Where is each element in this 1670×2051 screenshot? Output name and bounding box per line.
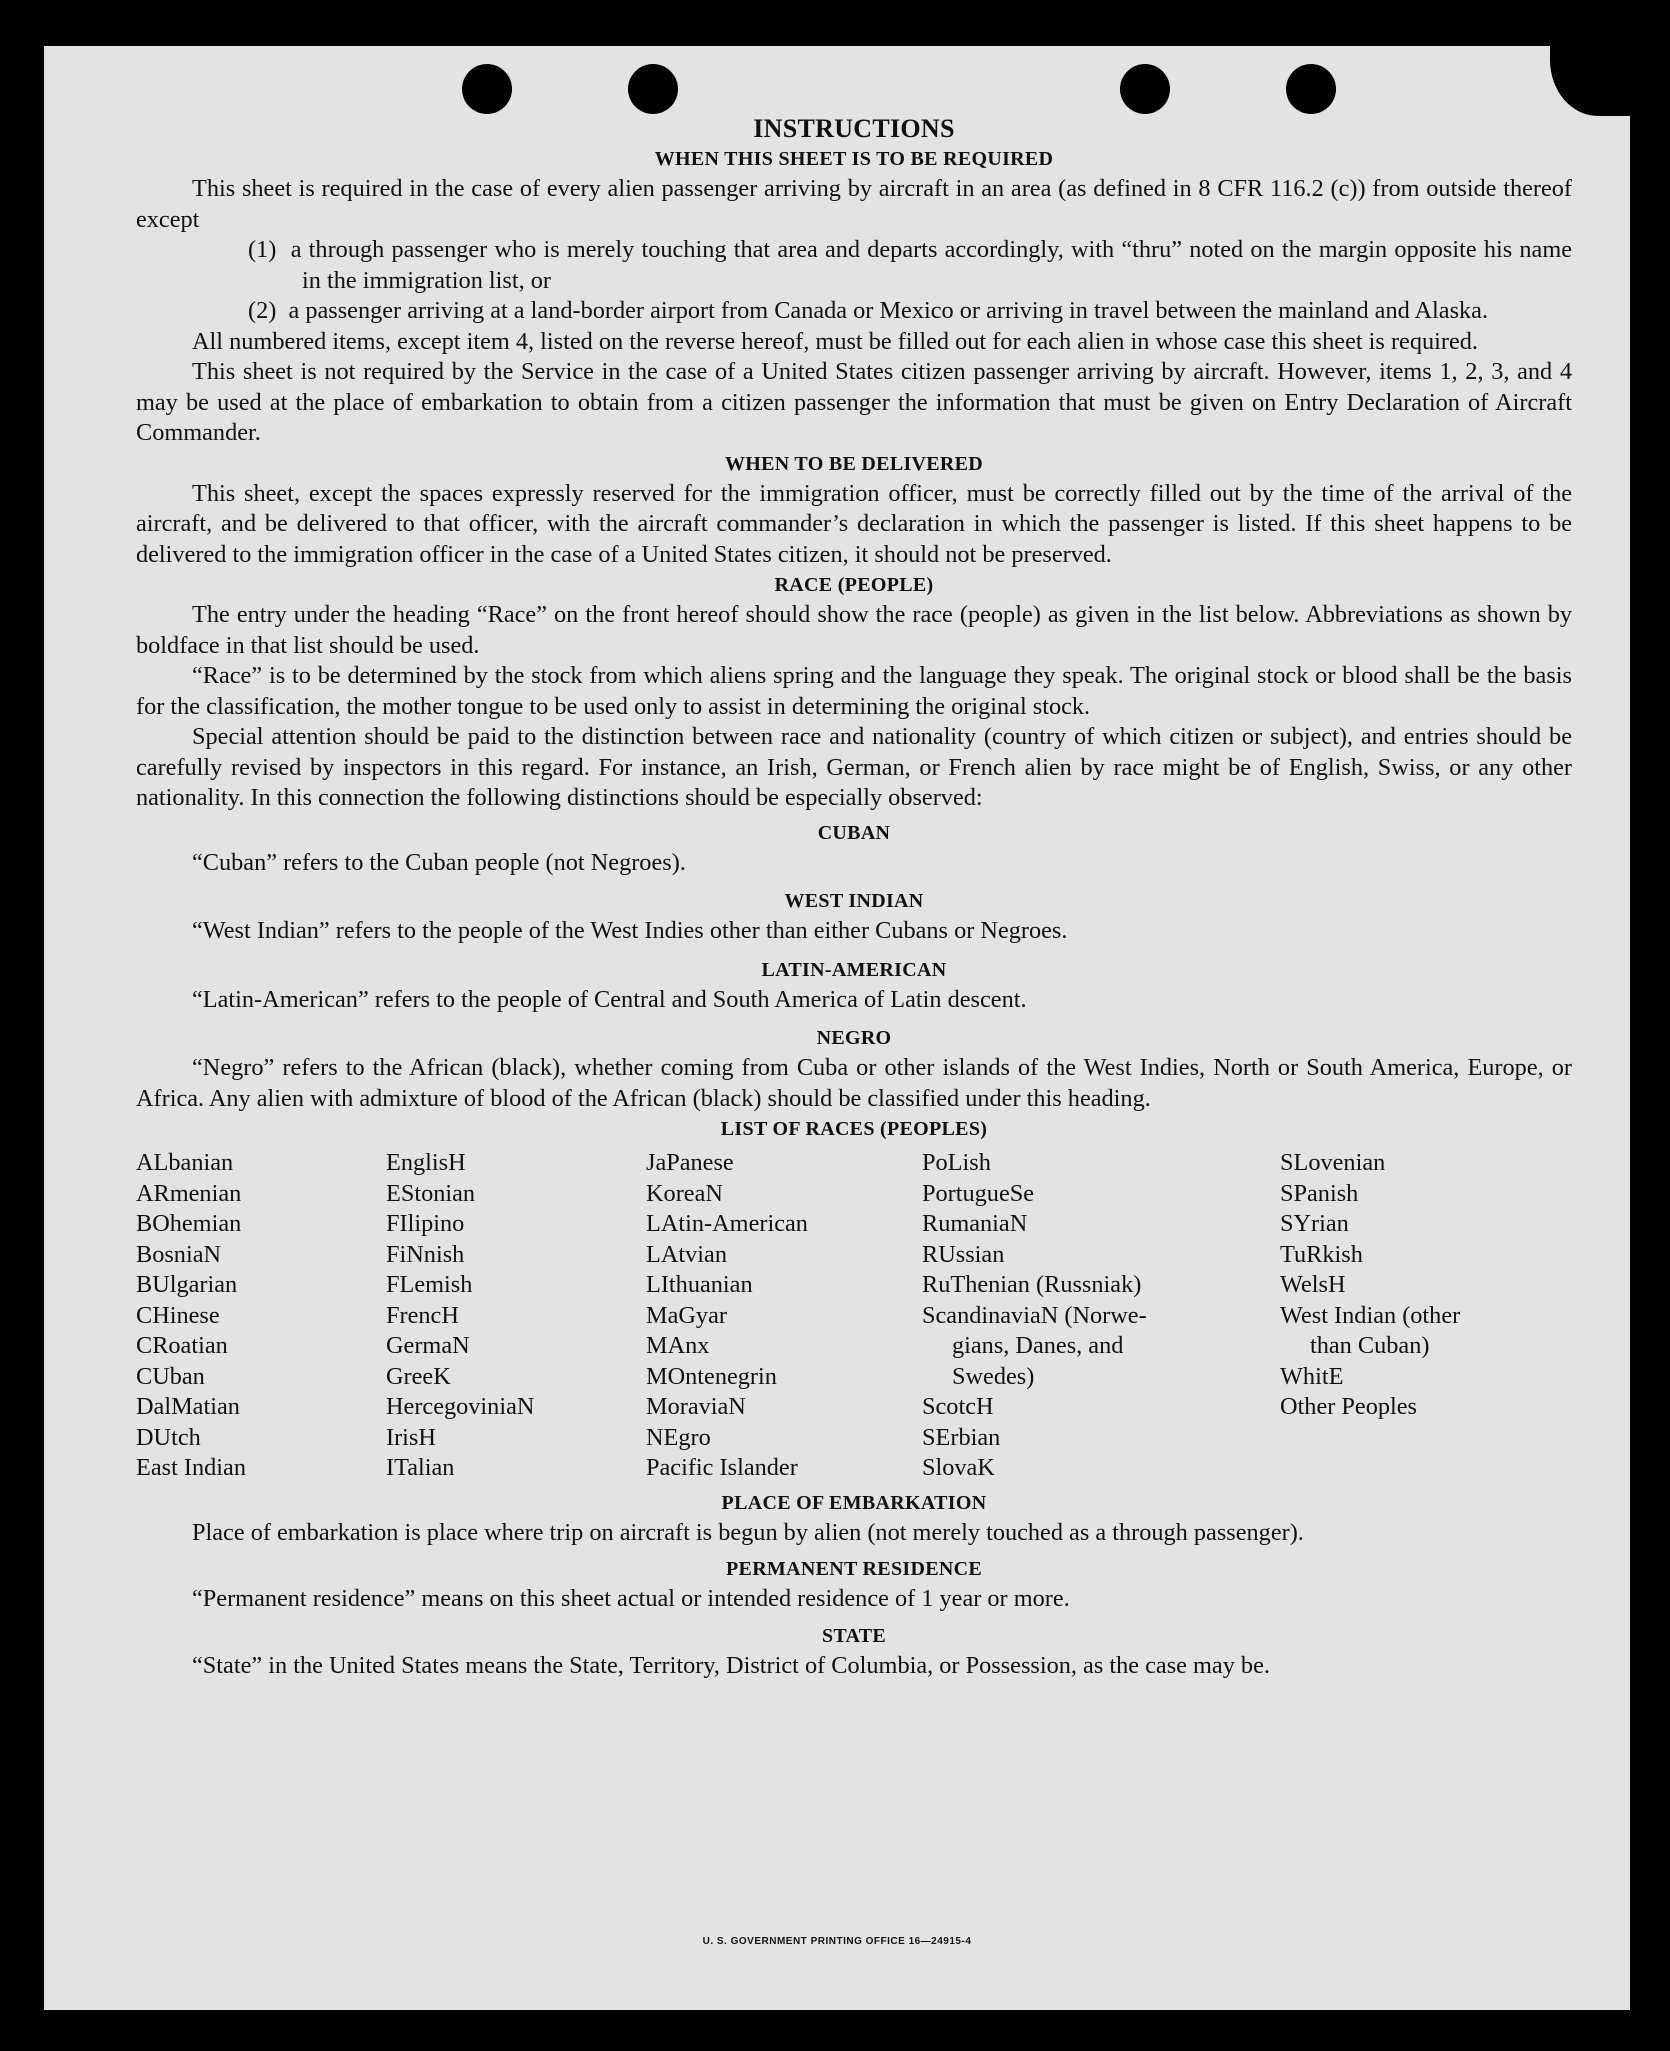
race-column [136,1148,386,1484]
punch-hole [462,64,512,114]
punch-hole [628,64,678,114]
race-entry: ScotcH [922,1393,994,1420]
section-heading: LATIN-AMERICAN [761,958,947,981]
race-entry: FIlipino [386,1210,465,1237]
race-entry: WelsH [1280,1271,1346,1298]
race-entry: BosniaN [136,1240,222,1268]
section-heading: PLACE OF EMBARKATION [721,1491,987,1514]
section-heading: WHEN THIS SHEET IS TO BE REQUIRED [654,148,1054,170]
race-entry: WhitE [1280,1362,1344,1390]
race-entry: JaPanese [646,1149,734,1176]
paragraph: “State” in the United States means the State, Territory, District of Columbia, or Possession, as the case may be. [192,1651,1270,1679]
paragraph: This sheet is not required by the Service in the case of a United States citizen passenger arriving by aircraft. However, items 1, 2, 3, and 4 may be used at the place of embarkation to obtain from a citizen passenger the information that must be given on Entry Declaration of Aircraft Commander. [136,358,1572,446]
paragraph: “West Indian” refers to the people of the West Indies other than either Cubans or Negroes. [192,917,1068,944]
race-column [386,1148,646,1484]
race-entry: LIthuanian [646,1271,753,1298]
race-entry: SLovenian [1280,1149,1386,1176]
race-entry: PortugueSe [922,1179,1035,1207]
torn-corner [1550,46,1630,116]
paragraph: “Permanent residence” means on this sheet actual or intended residence of 1 year or more. [192,1585,1070,1612]
page-title: INSTRUCTIONS [753,114,955,143]
race-entry: MAnx [646,1332,710,1359]
race-column [922,1148,1280,1484]
race-entry: EnglisH [386,1149,466,1176]
race-entry: FrencH [386,1301,459,1329]
race-entry: IrisH [386,1423,436,1451]
list-item: (2) a passenger arriving at a land-border airport from Canada or Mexico or arriving in travel between the mainland and Alaska. [248,297,1489,324]
race-entry: RuThenian (Russniak) [922,1271,1142,1298]
race-entry: GreeK [386,1362,451,1390]
race-entry: KoreaN [646,1179,723,1207]
race-entry: CHinese [136,1301,220,1329]
race-entry: ITalian [386,1454,455,1481]
section-heading: STATE [821,1624,887,1647]
paragraph: All numbered items, except item 4, listed on the reverse hereof, must be filled out for each alien in whose case this sheet is required. [192,327,1478,355]
race-entry: Swedes) [952,1362,1035,1390]
section-heading: WHEN TO BE DELIVERED [724,452,984,475]
paragraph: This sheet, except the spaces expressly reserved for the immigration officer, must be correctly filled out by the time of the arrival of the aircraft, and be delivered to that officer, with the aircraft commander’s declaration in which the passenger is listed. If this sheet happens to be delivered to the immigration officer in the case of a United States citizen, it should not be preserved. [136,479,1572,568]
race-entry: DUtch [136,1423,201,1451]
paragraph: “Race” is to be determined by the stock from which aliens spring and the language they speak. The original stock or blood shall be the basis for the classification, the mother tongue to be used only to assist in determining the original stock. [136,662,1572,720]
instructions-body [136,114,1572,1681]
race-entry: ARmenian [136,1179,242,1207]
race-entry: GermaN [386,1332,470,1359]
race-entry: CRoatian [136,1332,228,1359]
race-entry: MaGyar [646,1301,727,1329]
section-heading: LIST OF RACES (PEOPLES) [720,1118,988,1140]
race-entry: RUssian [922,1240,1005,1268]
paragraph: This sheet is required in the case of every alien passenger arriving by aircraft in an area (as defined in 8 CFR 116.2 (c)) from outside thereof except [136,175,1572,233]
race-entry: West Indian (other [1280,1301,1461,1329]
race-entry: SYrian [1280,1210,1349,1237]
race-entry: FLemish [386,1271,473,1298]
section-heading: RACE (PEOPLE) [774,574,934,596]
race-entry: gians, Danes, and [952,1332,1124,1359]
race-entry: SErbian [922,1423,1001,1451]
race-entry: ALbanian [136,1149,234,1176]
race-entry: than Cuban) [1310,1332,1430,1359]
race-column [646,1148,922,1484]
race-entry: East Indian [136,1454,246,1481]
race-list [136,1148,1572,1484]
race-entry: SlovaK [922,1454,995,1481]
paragraph: “Negro” refers to the African (black), whether coming from Cuba or other islands of the West Indies, North or South America, Europe, or Africa. Any alien with admixture of blood of the African (black) should be classified under this heading. [136,1054,1572,1112]
paragraph: “Latin-American” refers to the people of Central and South America of Latin descent. [192,985,1027,1013]
paragraph: The entry under the heading “Race” on the front hereof should show the race (people) as given in the list below. Abbreviations as shown by boldface in that list should be used. [136,601,1572,659]
race-entry: NEgro [646,1423,711,1451]
section-heading: WEST INDIAN [784,890,924,912]
race-entry: BOhemian [136,1210,242,1237]
race-entry: CUban [136,1362,205,1390]
punch-hole [1120,64,1170,114]
paragraph: “Cuban” refers to the Cuban people (not Negroes). [192,848,686,876]
paragraph: Place of embarkation is place where trip on aircraft is begun by alien (not merely touched as a through passenger). [192,1518,1304,1546]
race-entry: ScandinaviaN (Norwe- [922,1301,1147,1329]
punch-hole [1286,64,1336,114]
race-entry: TuRkish [1280,1240,1363,1268]
section-heading: NEGRO [816,1027,892,1049]
race-entry: DalMatian [136,1393,240,1420]
document-sheet [44,46,1630,2010]
race-entry: LAtin-American [646,1210,808,1237]
race-entry: BUlgarian [136,1271,238,1298]
race-entry: EStonian [386,1179,476,1207]
race-entry: RumaniaN [922,1210,1028,1237]
race-entry: FiNnish [386,1240,465,1268]
race-entry: MoraviaN [646,1393,746,1420]
race-entry: SPanish [1280,1179,1359,1207]
race-entry: Other Peoples [1280,1393,1417,1420]
race-entry: LAtvian [646,1240,727,1268]
race-entry: PoLish [922,1149,991,1176]
section-heading: PERMANENT RESIDENCE [726,1558,982,1580]
list-item: (1) a through passenger who is merely touching that area and departs accordingly, with “thru” noted on the margin opposite his name in the immigration list, or [248,236,1572,294]
section-heading: CUBAN [817,821,891,844]
printer-imprint: U. S. GOVERNMENT PRINTING OFFICE 16—24915-4 [702,1936,972,1947]
race-column [1280,1148,1540,1484]
race-entry: HercegoviniaN [386,1393,535,1420]
race-entry: MOntenegrin [646,1362,777,1390]
paragraph: Special attention should be paid to the distinction between race and nationality (country of which citizen or subject), and entries should be carefully revised by inspectors in this regard. For instance, an Irish, German, or French alien by race might be of English, Swiss, or any other nationality. In this connection the following distinctions should be especially observed: [136,723,1572,811]
race-entry: Pacific Islander [646,1454,798,1481]
